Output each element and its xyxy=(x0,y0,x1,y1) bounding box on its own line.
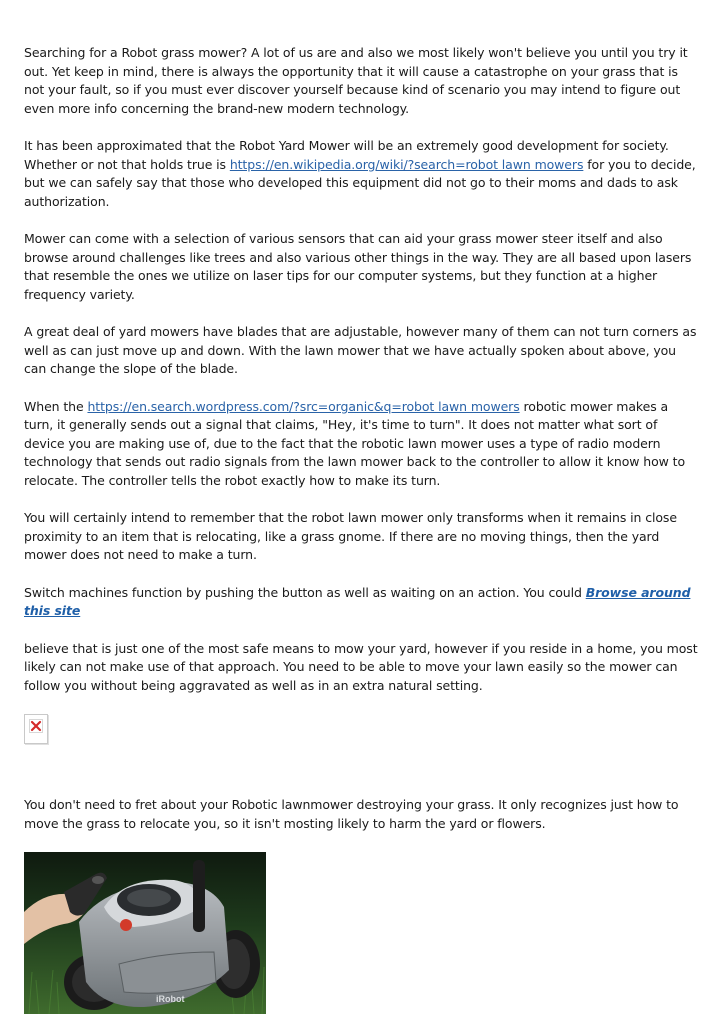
paragraph-6 xyxy=(24,509,700,565)
paragraph-2 xyxy=(24,137,700,211)
paragraph-4-text: A great deal of yard mowers have blades that are adjustable, however many of them can not turn corners as well as can just move up and down. With the lawn mower that we have actually spoken about above, you can change the slope of the blade. xyxy=(24,324,697,376)
broken-image-icon xyxy=(24,714,48,744)
wikipedia-link[interactable]: https://en.wikipedia.org/wiki/?search=robot lawn mowers xyxy=(229,156,584,172)
irobot-logo: iRobot xyxy=(156,994,185,1004)
robot-mower-photo xyxy=(24,852,266,1014)
document-body xyxy=(24,44,700,1014)
paragraph-8-text: believe that is just one of the most safe means to mow your yard, however if you reside in a home, you most likely can not make use of that approach. You need to be able to move your lawn easily so the mower can follow you without being aggravated as well as in an extra natural setting. xyxy=(24,640,698,693)
paragraph-5-text-b: robotic mower makes a turn, it generally sends out a signal that claims, "Hey, it's time to turn". It does not matter what sort of device you are making use of, due to the fact that the robotic lawn mower uses a type of radio modern technology that sends out radio signals from the lawn mower back to the controller to allow it know how to relocate. The controller tells the robot exactly how to make its turn. xyxy=(24,398,686,488)
paragraph-1-text: Searching for a Robot grass mower? A lot of us are and also we most likely won't believe you until you try it out. Yet keep in mind, there is always the opportunity that it will cause a catastrophe on your grass that is not your fault, so if you must ever discover yourself because kind of scenario you may intend to figure out even more info concerning the brand-new modern technology. xyxy=(24,45,688,116)
paragraph-4 xyxy=(24,323,700,379)
paragraph-3-text: Mower can come with a selection of various sensors that can aid your grass mower steer itself and also browse around challenges like trees and also various other things in the way. They are all based upon lasers that resemble the ones we utilize on laser tips for our computer systems, but they function at a higher frequency variety. xyxy=(24,231,692,302)
paragraph-7-text: Switch machines function by pushing the button as well as waiting on an action. You could xyxy=(24,584,586,600)
close-x-icon xyxy=(29,719,43,733)
paragraph-5 xyxy=(24,398,700,491)
paragraph-2-text-a: It has been approximated that the Robot Yard Mower will be an extremely good development for society. Whether or not that holds true is xyxy=(24,138,669,172)
wordpress-search-link[interactable]: https://en.search.wordpress.com/?src=organic&q=robot lawn mowers xyxy=(87,398,520,414)
paragraph-5-text-a: When the xyxy=(24,398,88,414)
paragraph-9-text: You don't need to fret about your Robotic lawnmower destroying your grass. It only recognizes just how to move the grass to relocate you, so it isn't mosting likely to harm the yard or flowers. xyxy=(24,797,679,831)
paragraph-6-text: You will certainly intend to remember that the robot lawn mower only transforms when it remains in close proximity to an item that is relocating, like a grass gnome. If there are no moving things, then the yard mower does not need to make a turn. xyxy=(24,510,677,562)
paragraph-3 xyxy=(24,230,700,304)
paragraph-7 xyxy=(24,584,700,621)
paragraph-2-text-b: for you to decide, but we can safely say that those who developed this equipment did not go to their moms and dads to ask authorization. xyxy=(24,156,696,209)
paragraph-9 xyxy=(24,796,700,833)
browse-site-link[interactable]: Browse around this site xyxy=(24,584,691,618)
paragraph-8 xyxy=(24,640,700,696)
paragraph-1 xyxy=(24,44,700,118)
